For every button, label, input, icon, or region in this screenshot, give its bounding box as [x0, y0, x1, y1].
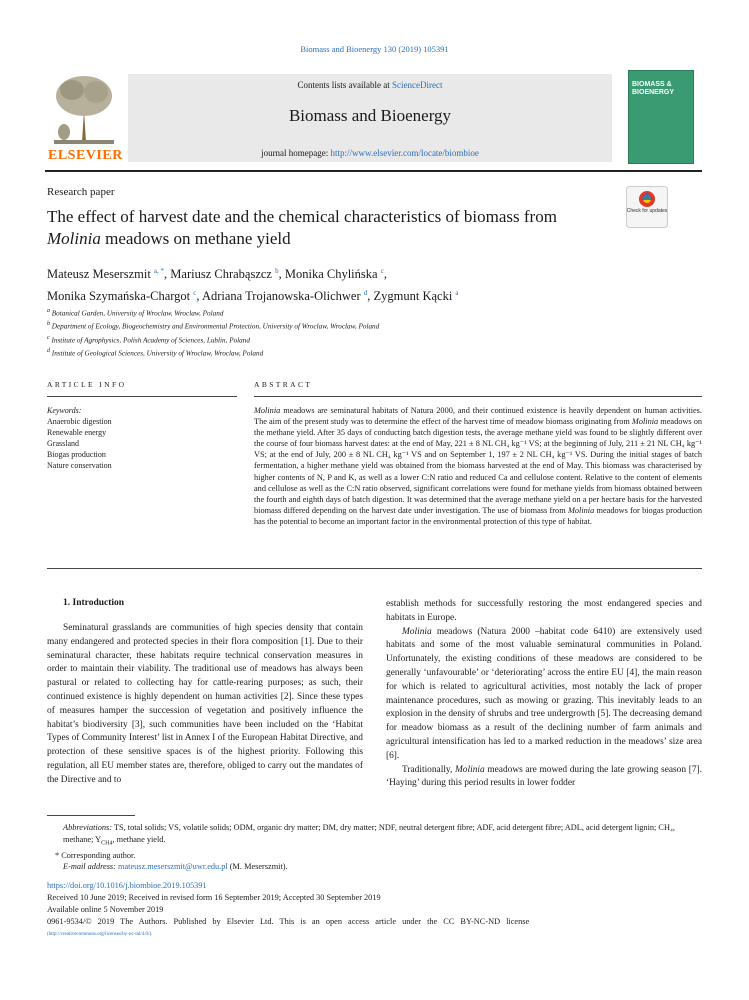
intro-left-column: Seminatural grasslands are communities of high species density that contain many endangered and protected species in their flora composition [1]. Due to their seminatural character, these habitats require technical conservation measures in order to maintain their viability. The traditional use of meadows has always been pastural or related to collecting hay for cattle-rearing purposes; as such, their continued existence is highly dependent on human activities [2]. Since these types of measures hamper the succession of vegetation and positively influence the habitat’s biodiversity [3], such communities have been included on the ‘Habitat Types of Community Interest’ list in Annex I of the European Habitat Directive, and protection of these sensitive spaces is of the highest priority. Following this regulation, all EU member states are, therefore, obliged to carry out the mandates of the Directive and to	[47, 623, 363, 785]
keyword: Grassland	[47, 439, 79, 448]
affiliation-item: $^c$ Institute of Agrophysics, Polish Academy of Sciences, Lublin, Poland	[47, 334, 250, 345]
footnote-rule	[47, 815, 135, 816]
author[interactable]: Zygmunt Kącki $^a$	[373, 289, 459, 304]
header-rule	[45, 170, 702, 172]
abstract-bottom-rule	[47, 568, 702, 569]
email-link[interactable]: mateusz.meserszmit@uwr.edu.pl	[118, 862, 228, 872]
elsevier-tree-logo	[50, 70, 118, 148]
homepage-link[interactable]: http://www.elsevier.com/locate/biombioe	[330, 148, 479, 158]
article-type: Research paper	[47, 186, 115, 198]
article-info-heading: ARTICLE INFO	[47, 380, 127, 389]
affiliations	[47, 306, 707, 360]
contents-prefix: Contents lists available at	[297, 80, 392, 90]
author[interactable]: Adriana Trojanowska-Olichwer $^d$	[201, 289, 368, 304]
elsevier-logo-text: ELSEVIER	[48, 148, 123, 163]
title-line2: meadows on methane yield	[100, 229, 291, 248]
homepage-prefix: journal homepage:	[261, 148, 331, 158]
abbreviations-note: Abbreviations: TS, total solids; VS, volatile solids; ODM, organic dry matter; DM, dry matter; NDF, neutral detergent fibre; ADF, acid detergent fibre; ADL, acid detergent lignin; CH₄, methane; $Y_{CH4}$, methane yield.	[63, 823, 675, 847]
corresponding-author-note: * Corresponding author.	[55, 850, 136, 860]
cover-title: BIOMASS & BIOENERGY	[632, 81, 675, 96]
keywords-label: Keywords:	[47, 406, 82, 415]
title-line1: The effect of harvest date and the chemical characteristics of biomass from	[47, 207, 557, 226]
article-title	[47, 206, 607, 250]
article-info-rule	[47, 396, 237, 397]
available-online: Available online 5 November 2019	[47, 905, 164, 914]
keywords-block	[47, 405, 112, 471]
abstract-text: Molinia meadows are seminatural habitats of Natura 2000, and their continued existence is heavily dependent on human activities. The aim of the present study was to determine the effect of the harvest time of meadow biomass originating from Molinia meadows on the methane yield. After 35 days of conducting batch digestion tests, the average methane yield was found to be slightly different over the course of four biomass harvest dates: at the end of May, 221 ± 8 NL CH₄ kg⁻¹ VS; at the beginning of July, 211 ± 21 NL CH₄ kg⁻¹ VS; at the end of July, 200 ± 8 NL CH₄ kg⁻¹ VS and on September 1, 197 ± 2 NL CH₄ kg⁻¹ VS. During the initial stages of batch fermentation, a higher methane yield was obtained from the biomass harvested at the end of May. This biomass was characterised by higher contents of N, P and K, as well as a lower C:N ratio and reduced Ca and cellulose content. Relative to the content of elements and cellulose as well as the C:N ratio observed, significant correlations were found for methane yields from biomass obtained between the fourth and eighth days of batch digestion. It was determined that the average methane yield on a per hectare basis for the harvested biomass differed depending on the harvest date under investigation. The use of biomass from Molinia meadows for biogas production has the potential to become an important factor in the environmental protection of this type of habitat.	[254, 406, 702, 526]
abstract-heading: ABSTRACT	[254, 380, 313, 389]
journal-title: Biomass and Bioenergy	[288, 106, 452, 125]
keyword: Renewable energy	[47, 428, 107, 437]
author[interactable]: Monika Chylińska $^c$	[284, 267, 384, 282]
homepage-line	[128, 148, 612, 158]
author[interactable]: Mateusz Meserszmit $^{a, *}$	[47, 267, 165, 282]
license-link[interactable]: (http://creativecommons.org/licenses/by-nc-nd/4.0/).	[47, 932, 153, 937]
author[interactable]: Monika Szymańska-Chargot $^c$	[47, 289, 197, 304]
intro-paragraph: Traditionally, Molinia meadows are mowed during the late growing season [7]. ‘Haying’ during this period results in lower fodder	[386, 764, 702, 789]
intro-right-column	[386, 598, 702, 791]
author-list: Mateusz Meserszmit $^{a, *}$, Mariusz Chrabąszcz $^b$, Monika Chylińska $^c$, Monika Szymańska-Chargot $^c$, Adriana Trojanowska-Olichwer $^d$, Zygmunt Kącki $^a$	[47, 267, 459, 304]
affiliation-item: $^d$ Institute of Geological Sciences, University of Wroclaw, Wroclaw, Poland	[47, 348, 264, 358]
doi-link[interactable]: https://doi.org/10.1016/j.biombioe.2019.105391	[47, 881, 207, 890]
journal-cover-image[interactable]	[628, 70, 694, 164]
footnotes	[47, 822, 707, 873]
introduction-heading: 1. Introduction	[63, 598, 125, 608]
affiliation-item: $^b$ Department of Ecology, Biogeochemistry and Environmental Protection, University of Wroclaw, Wroclaw, Poland	[47, 321, 380, 331]
contents-line	[128, 80, 612, 90]
received-dates: Received 10 June 2019; Received in revised form 16 September 2019; Accepted 30 September 2019	[47, 893, 381, 902]
sciencedirect-link[interactable]: ScienceDirect	[392, 80, 443, 90]
author[interactable]: Mariusz Chrabąszcz $^b$	[170, 267, 279, 282]
intro-paragraph: Molinia meadows (Natura 2000 –habitat code 6410) are extensively used habitats and some of the most valuable seminatural communities in Poland. Unfortunately, the existing conditions of these meadows are considered to be generally ‘unfavourable’ or ‘deteriorating’ across the entire EU [4], the main reason for which is related to agricultural activities, most notably the lack of proper maintenance procedures, such as mowing or grazing. This inevitably leads to an explosion in the density of shrubs and tree undergrowth [5]. The decreasing demand for meadow biomass as a result of the declining number of farm animals and agricultural intensification has led to a marked reduction in the meadows’ size area [6].	[386, 626, 702, 761]
intro-paragraph: establish methods for successfully restoring the most endangered species and habitats in Europe.	[386, 599, 702, 623]
keyword: Biogas production	[47, 450, 106, 459]
email-note: E-mail address: mateusz.meserszmit@uwr.edu.pl (M. Meserszmit).	[63, 862, 288, 872]
affiliation-item: $^a$ Botanical Garden, University of Wroclaw, Wroclaw, Poland	[47, 308, 224, 318]
title-italic-genus: Molinia	[47, 229, 101, 248]
check-for-updates-icon[interactable]	[626, 186, 668, 228]
keyword: Nature conservation	[47, 461, 112, 470]
keyword: Anaerobic digestion	[47, 417, 112, 426]
copyright-line: 0961-9534/© 2019 The Authors. Published by Elsevier Ltd. This is an open access article under the CC BY-NC-ND license	[47, 917, 530, 926]
abstract-rule	[254, 396, 702, 397]
check-for-updates-label: Check for updates	[626, 208, 668, 214]
journal-citation[interactable]: Biomass and Bioenergy 130 (2019) 105391	[300, 44, 449, 54]
